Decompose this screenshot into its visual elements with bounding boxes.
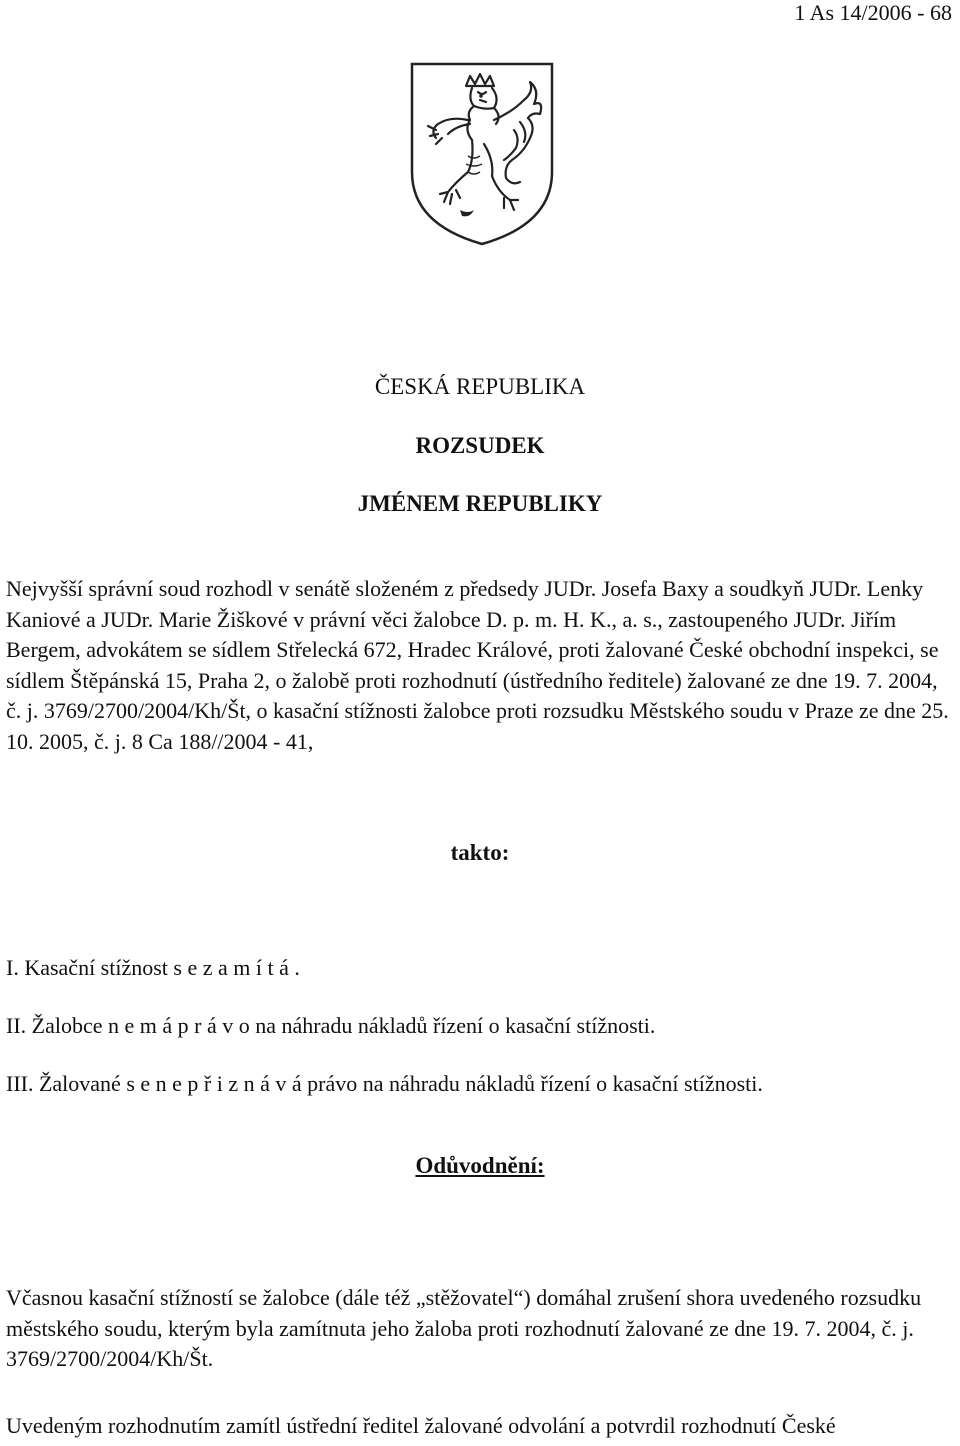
czech-lion-coat-of-arms-icon bbox=[408, 60, 556, 248]
verdict-item-2: II. Žalobce n e m á p r á v o na náhradu nákladů řízení o kasační stížnosti. bbox=[6, 1013, 656, 1038]
takto-heading: takto: bbox=[450, 840, 510, 865]
intro-paragraph: Nejvyšší správní soud rozhodl v senátě složeném z předsedy JUDr. Josefa Baxy a soudkyň JUDr. Lenky Kaniové a JUDr. Marie Žiškové v právní věci žalobce D. p. m. H. K., a. s., zastoupeného JUDr. Jiřím Bergem, advokátem se sídlem Střelecká 672, Hradec Králové, proti žalované České obchodní inspekci, se sídlem Štěpánská 15, Praha 2, o žalobě proti rozhodnutí (ústředního ředitele) žalované ze dne 19. 7. 2004, č. j. 3769/2700/2004/Kh/Št, o kasační stížnosti žalobce proti rozsudku Městského soudu v Praze ze dne 25. 10. 2005, č. j. 8 Ca 188//2004 - 41, bbox=[6, 576, 949, 754]
verdict-item-1: I. Kasační stížnost s e z a m í t á . bbox=[6, 955, 300, 980]
document-type-heading: ROZSUDEK bbox=[415, 433, 545, 458]
reasoning-heading: Odůvodnění: bbox=[415, 1153, 545, 1178]
case-reference: 1 As 14/2006 - 68 bbox=[794, 0, 952, 25]
reasoning-paragraph: Včasnou kasační stížností se žalobce (dále též „stěžovatel“) domáhal zrušení shora uvedeného rozsudku městského soudu, kterým byla zamítnuta jeho žaloba proti rozhodnutí žalované ze dne 19. 7. 2004, č. j. 3769/2700/2004/Kh/Št. bbox=[6, 1285, 922, 1371]
verdict-item-3: III. Žalované s e n e p ř i z n á v á právo na náhradu nákladů řízení o kasační stížnosti. bbox=[6, 1071, 763, 1096]
country-heading: ČESKÁ REPUBLIKA bbox=[374, 374, 586, 399]
in-name-heading: JMÉNEM REPUBLIKY bbox=[357, 491, 603, 516]
reasoning-continuation-line: Uvedeným rozhodnutím zamítl ústřední ředitel žalované odvolání a potvrdil rozhodnutí České bbox=[6, 1413, 836, 1438]
